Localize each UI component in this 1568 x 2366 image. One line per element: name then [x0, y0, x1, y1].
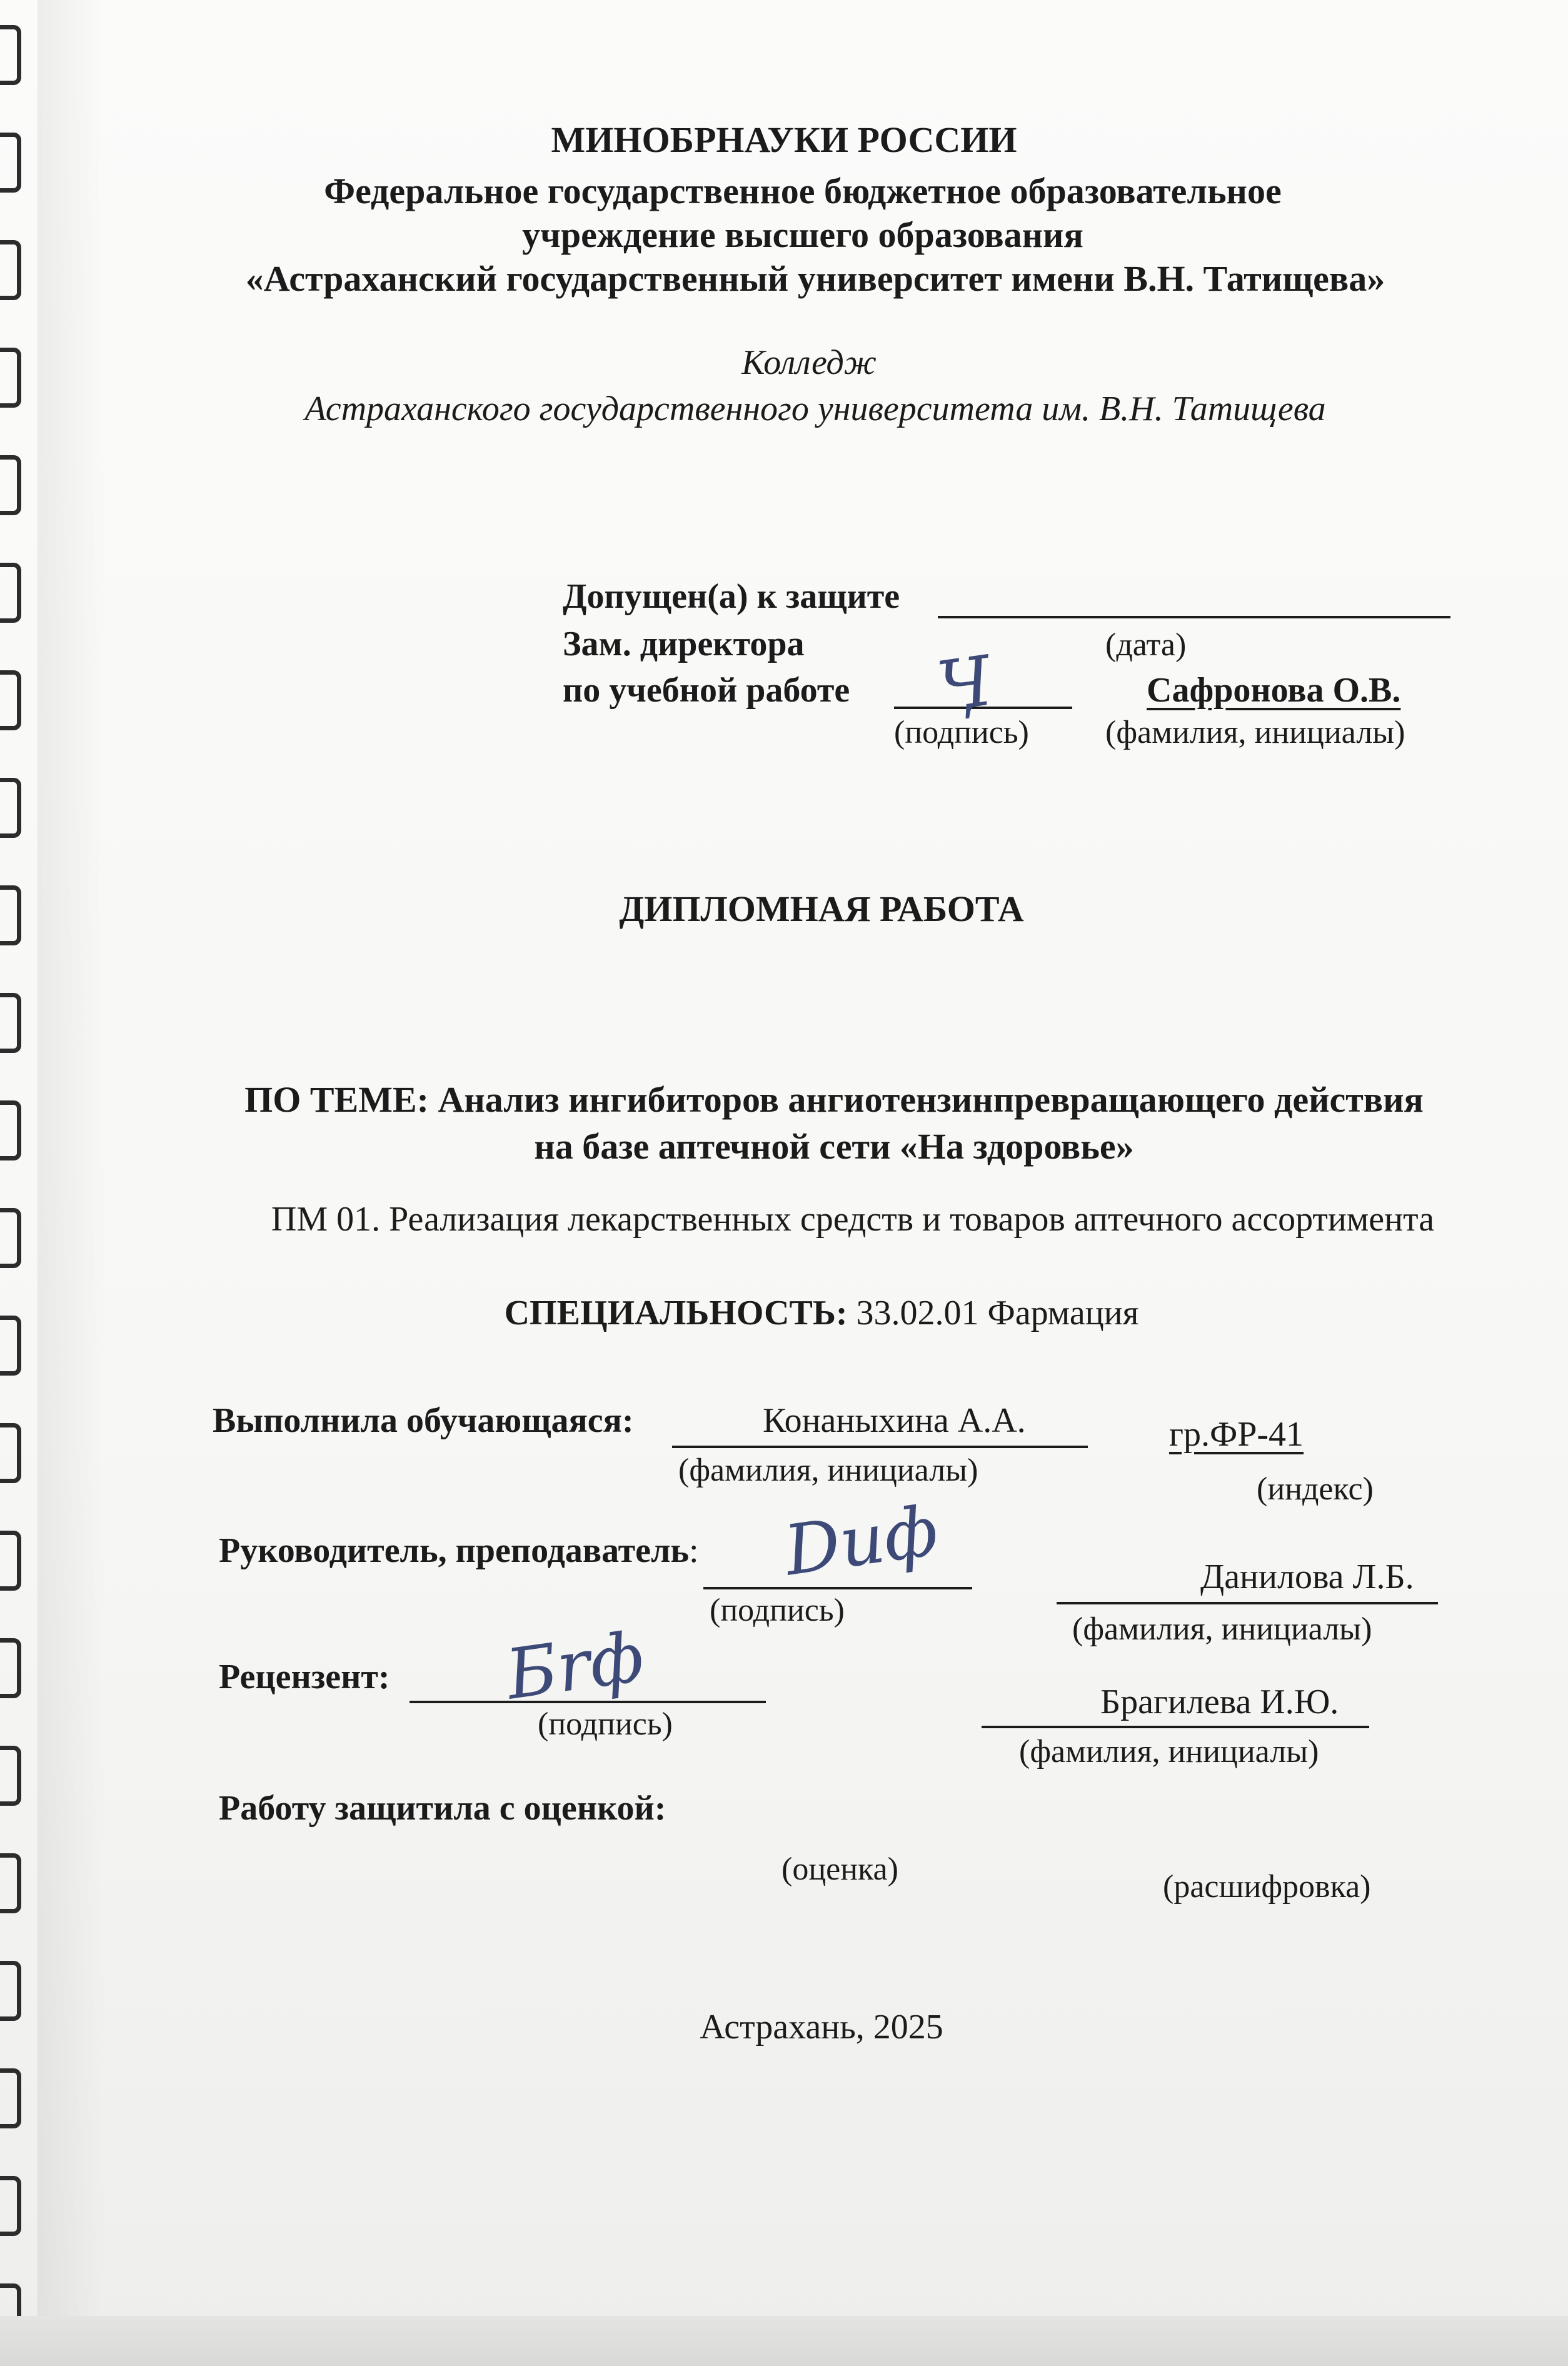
binding-coil — [0, 240, 21, 300]
supervisor-name-line — [1057, 1602, 1438, 1604]
supervisor-name-caption: (фамилия, инициалы) — [1072, 1611, 1372, 1647]
binding-coil — [0, 348, 21, 408]
defense-label: Работу защитила с оценкой: — [219, 1789, 666, 1828]
deputy-label-line-1: Зам. директора — [563, 625, 805, 663]
binding-coil — [0, 1961, 21, 2021]
supervisor-signature-line — [703, 1587, 972, 1589]
ministry-heading: МИНОБРНАУКИ РОССИИ — [551, 119, 1017, 160]
reviewer-signature-caption: (подпись) — [538, 1706, 673, 1742]
supervisor-label-colon: : — [689, 1531, 699, 1570]
deputy-name: Сафронова О.В. — [1147, 671, 1401, 710]
binding-coil — [0, 885, 21, 945]
student-name-line — [672, 1446, 1088, 1448]
binding-coil — [0, 2176, 21, 2236]
institution-line-2: учреждение высшего образования — [522, 214, 1083, 255]
supervisor-label — [219, 1531, 699, 1571]
city-year: Астрахань, 2025 — [700, 2008, 943, 2046]
reviewer-name: Брагилева И.Ю. — [1100, 1683, 1339, 1721]
topic-line-1: ПО ТЕМЕ: Анализ ингибиторов ангиотензинпревращающего действия — [244, 1079, 1424, 1120]
grade-caption: (оценка) — [781, 1851, 898, 1887]
binding-coil — [0, 993, 21, 1053]
binding-coil — [0, 1531, 21, 1591]
student-label: Выполнила обучающаяся: — [213, 1401, 634, 1440]
admitted-date-line — [938, 616, 1450, 618]
reviewer-name-caption: (фамилия, инициалы) — [1019, 1734, 1319, 1769]
student-group: гр.ФР-41 — [1169, 1415, 1304, 1454]
binding-coil — [0, 778, 21, 838]
supervisor-label-text: Руководитель, преподаватель — [219, 1531, 690, 1570]
supervisor-signature-caption: (подпись) — [710, 1593, 845, 1628]
institution-line-1: Федеральное государственное бюджетное образовательное — [324, 171, 1282, 211]
binding-coil — [0, 1208, 21, 1268]
binding-coil — [0, 1423, 21, 1483]
student-name-caption: (фамилия, инициалы) — [678, 1452, 978, 1488]
supervisor-name: Данилова Л.Б. — [1200, 1558, 1414, 1596]
work-type-title: ДИПЛОМНАЯ РАБОТА — [619, 889, 1024, 929]
bottom-surface — [0, 2316, 1568, 2366]
binding-coil — [0, 670, 21, 730]
student-name: Конаныхина А.А. — [763, 1401, 1026, 1440]
student-group-caption: (индекс) — [1257, 1471, 1374, 1507]
deputy-signature: Ӌ — [932, 640, 995, 728]
deputy-signature-caption: (подпись) — [894, 715, 1029, 750]
reviewer-label: Рецензент: — [219, 1658, 390, 1696]
decode-caption: (расшифровка) — [1163, 1869, 1371, 1905]
specialty — [38, 1293, 1568, 1333]
deputy-name-caption: (фамилия, инициалы) — [1105, 715, 1405, 750]
topic-line-2: на базе аптечной сети «На здоровье» — [534, 1126, 1134, 1167]
binding-coil — [0, 1746, 21, 1806]
admitted-label: Допущен(а) к защите — [563, 577, 900, 616]
binding-coil — [0, 563, 21, 623]
college-line-1: Колледж — [741, 343, 877, 382]
reviewer-name-line — [982, 1726, 1369, 1728]
deputy-label-line-2: по учебной работе — [563, 671, 850, 710]
institution-line-3: «Астраханский государственный университет имени В.Н. Татищева» — [245, 258, 1385, 299]
binding-coil — [0, 25, 21, 85]
binding-coil — [0, 1316, 21, 1376]
binding-coil — [0, 1638, 21, 1698]
reviewer-signature: Бrф — [501, 1616, 649, 1715]
professional-module: ПМ 01. Реализация лекарственных средств и товаров аптечного ассортимента — [271, 1200, 1435, 1239]
binding-coil — [0, 1100, 21, 1160]
specialty-label: СПЕЦИАЛЬНОСТЬ: — [504, 1294, 848, 1332]
college-line-2: Астраханского государственного университета им. В.Н. Татищева — [304, 390, 1326, 428]
binding-coil — [0, 1853, 21, 1913]
binding-coil — [0, 455, 21, 515]
binding-coil — [0, 2068, 21, 2128]
supervisor-signature: Dиф — [780, 1490, 943, 1591]
date-caption: (дата) — [1105, 627, 1187, 663]
specialty-value: 33.02.01 Фармация — [847, 1294, 1139, 1332]
